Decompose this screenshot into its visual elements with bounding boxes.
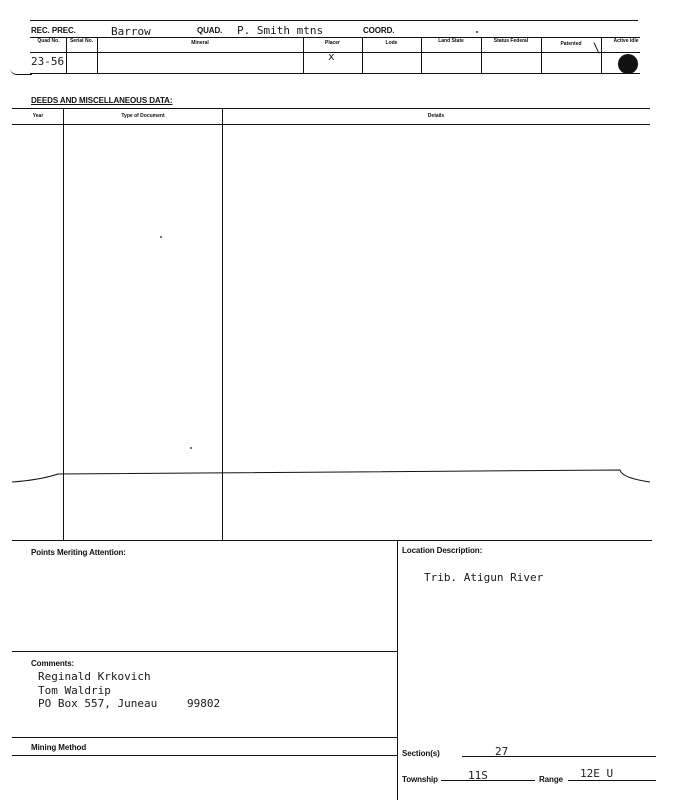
location-description-value: Trib. Atigun River	[424, 571, 544, 584]
township-field-line	[441, 780, 535, 781]
comments-zip: 99802	[187, 697, 221, 710]
rec-prec-label: REC. PREC.	[31, 26, 76, 35]
col-header-quad-no: Quad No.	[37, 38, 60, 44]
mining-method-label: Mining Method	[31, 743, 87, 752]
header-top-rule	[30, 20, 638, 21]
col-header-active-idle: Active Idle	[613, 38, 639, 44]
comments-top-rule	[12, 651, 397, 652]
claims-table-header-rule	[30, 52, 640, 53]
deeds-col-details: Details	[427, 113, 445, 119]
col-divider	[601, 37, 602, 73]
deeds-header-rule	[12, 124, 650, 125]
stray-dot	[476, 31, 478, 33]
range-value: 12E U	[580, 767, 614, 780]
township-label: Township	[402, 775, 438, 784]
sections-value: 27	[495, 745, 509, 758]
sections-field-line	[462, 756, 656, 757]
range-field-line	[568, 780, 656, 781]
deeds-col-type: Type of Document	[121, 113, 165, 119]
deeds-section-title: DEEDS AND MISCELLANEOUS DATA:	[31, 96, 173, 105]
township-value: 11S	[468, 769, 488, 782]
points-meriting-label: Points Meriting Attention:	[31, 548, 126, 557]
rec-prec-value: Barrow	[111, 25, 151, 38]
range-label: Range	[539, 775, 563, 784]
col-header-placer: Placer	[324, 40, 340, 46]
page-fold-crease	[0, 464, 678, 492]
comments-line-1: Reginald Krkovich	[38, 670, 151, 683]
mining-method-top-rule	[12, 737, 397, 738]
active-status-filled-circle	[618, 54, 638, 74]
stray-dot	[160, 236, 162, 238]
claims-table-top-rule	[30, 37, 640, 38]
col-header-mineral: Mineral	[191, 40, 209, 46]
col-header-status-federal: Status Federal	[493, 38, 529, 44]
deeds-bottom-rule	[12, 540, 652, 541]
location-description-label: Location Description:	[402, 546, 483, 555]
claims-table-bottom-rule	[30, 73, 640, 74]
col-divider	[481, 37, 482, 73]
comments-line-3: PO Box 557, Juneau	[38, 697, 158, 710]
quad-no-value: 23-56	[31, 55, 65, 68]
table-edge-curl	[10, 68, 32, 75]
coord-label: COORD.	[363, 26, 395, 35]
deeds-col-year: Year	[32, 113, 44, 119]
quad-label: QUAD.	[197, 26, 223, 35]
col-header-patented: Patented	[560, 41, 582, 47]
quad-value: P. Smith mtns	[237, 24, 324, 37]
comments-line-2: Tom Waldrip	[38, 684, 111, 697]
lower-section-divider	[397, 540, 398, 800]
col-divider	[421, 37, 422, 73]
sections-label: Section(s)	[402, 749, 440, 758]
placer-mark: x	[328, 50, 335, 63]
col-header-land-state: Land State	[438, 38, 464, 44]
comments-label: Comments:	[31, 659, 75, 668]
col-header-serial-no: Serial No.	[69, 38, 94, 44]
stray-dot	[190, 447, 192, 449]
col-header-lode: Lode	[385, 40, 398, 46]
mining-method-underline	[12, 755, 397, 756]
deeds-top-rule	[12, 108, 650, 109]
